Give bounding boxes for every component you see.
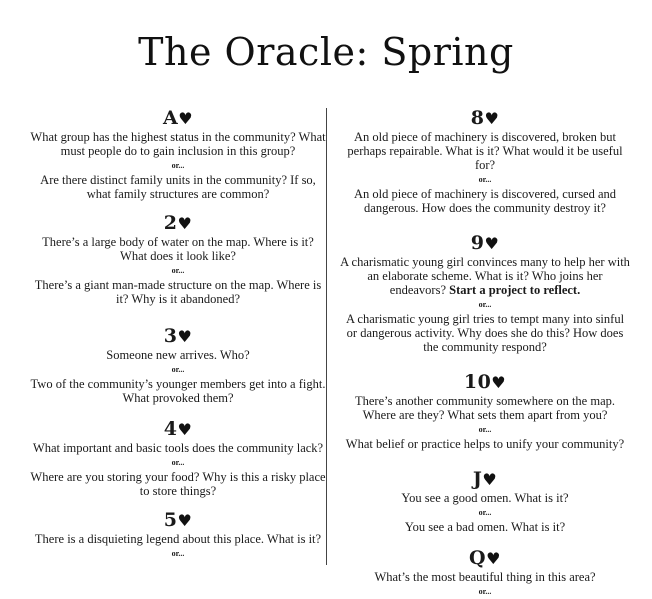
prompt-b: Two of the community’s younger members get into a fight. What provoked them?: [30, 377, 326, 405]
prompt-a: There is a disquieting legend about this place. What is it?: [34, 532, 322, 546]
oracle-entry-9: [340, 233, 630, 354]
page-title: The Oracle: Spring: [138, 30, 514, 74]
or-separator: or...: [478, 175, 492, 184]
prompt-a: You see a good omen. What is it?: [401, 491, 569, 505]
oracle-entry-10: [340, 372, 630, 451]
card-rank: 4: [163, 418, 178, 440]
card-rank: 2: [163, 212, 178, 234]
prompt-b: Are there distinct family units in the community? If so, what family structures are common?: [40, 173, 316, 201]
prompt-b: A charismatic young girl tries to tempt many into sinful or dangerous activity. Why does she do this? How does the community respond?: [345, 312, 625, 354]
oracle-entry-ace: [28, 108, 328, 201]
prompt-a: An old piece of machinery is discovered, broken but perhaps repairable. What is it? What would it be useful for?: [347, 130, 623, 172]
oracle-entry-5: [28, 510, 328, 560]
or-separator: or...: [171, 266, 185, 275]
heart-suit-icon: ♥: [177, 214, 193, 233]
or-separator: or...: [171, 549, 185, 558]
or-separator: or...: [478, 587, 492, 596]
heart-suit-icon: ♥: [484, 234, 500, 253]
card-rank: 5: [163, 509, 178, 531]
prompt-a-instruction: Start a project to reflect.: [449, 283, 581, 297]
card-rank: 10: [463, 371, 492, 393]
prompt-a: What’s the most beautiful thing in this area?: [374, 570, 596, 584]
or-separator: or...: [478, 300, 492, 309]
heart-suit-icon: ♥: [484, 109, 500, 128]
card-rank: 8: [470, 107, 485, 129]
prompt-a: What group has the highest status in the community? What must people do to gain inclusion in this group?: [30, 130, 326, 158]
card-rank: J: [472, 468, 483, 490]
prompt-a: Someone new arrives. Who?: [106, 348, 250, 362]
or-separator: or...: [171, 161, 185, 170]
prompt-a: There’s another community somewhere on the map. Where are they? What sets them apart from you?: [355, 394, 615, 422]
or-separator: or...: [478, 425, 492, 434]
prompt-b: Where are you storing your food? Why is this a risky place to store things?: [30, 470, 326, 498]
heart-suit-icon: ♥: [486, 549, 501, 568]
prompt-a: What important and basic tools does the community lack?: [32, 441, 324, 455]
heart-suit-icon: ♥: [178, 109, 194, 128]
prompt-b: An old piece of machinery is discovered, cursed and dangerous. How does the community destroy it?: [353, 187, 617, 215]
prompt-a: There’s a large body of water on the map. Where is it? What does it look like?: [42, 235, 314, 263]
card-rank: 9: [470, 232, 485, 254]
left-column: [28, 108, 328, 561]
heart-suit-icon: ♥: [491, 373, 507, 392]
oracle-entry-8: [340, 108, 630, 215]
right-column: [340, 108, 630, 599]
or-separator: or...: [171, 365, 185, 374]
prompt-b: What belief or practice helps to unify your community?: [345, 437, 625, 451]
prompt-a: A charismatic young girl convinces many to help her with an elaborate scheme. What is it? Who joins her endeavors?: [340, 255, 630, 297]
heart-suit-icon: ♥: [177, 420, 193, 439]
or-separator: or...: [478, 508, 492, 517]
card-rank: Q: [469, 547, 487, 569]
oracle-entry-2: [28, 213, 328, 306]
oracle-entry-jack: [340, 469, 630, 534]
prompt-b: You see a bad omen. What is it?: [404, 520, 566, 534]
heart-suit-icon: ♥: [177, 511, 193, 530]
oracle-entry-3: [28, 326, 328, 405]
or-separator: or...: [171, 458, 185, 467]
heart-suit-icon: ♥: [177, 327, 193, 346]
prompt-b: There’s a giant man-made structure on the map. Where is it? Why is it abandoned?: [34, 278, 322, 306]
heart-suit-icon: ♥: [482, 470, 498, 489]
oracle-entry-4: [28, 419, 328, 498]
card-rank: 3: [163, 325, 178, 347]
card-rank: A: [162, 107, 179, 129]
oracle-entry-queen: [340, 548, 630, 598]
